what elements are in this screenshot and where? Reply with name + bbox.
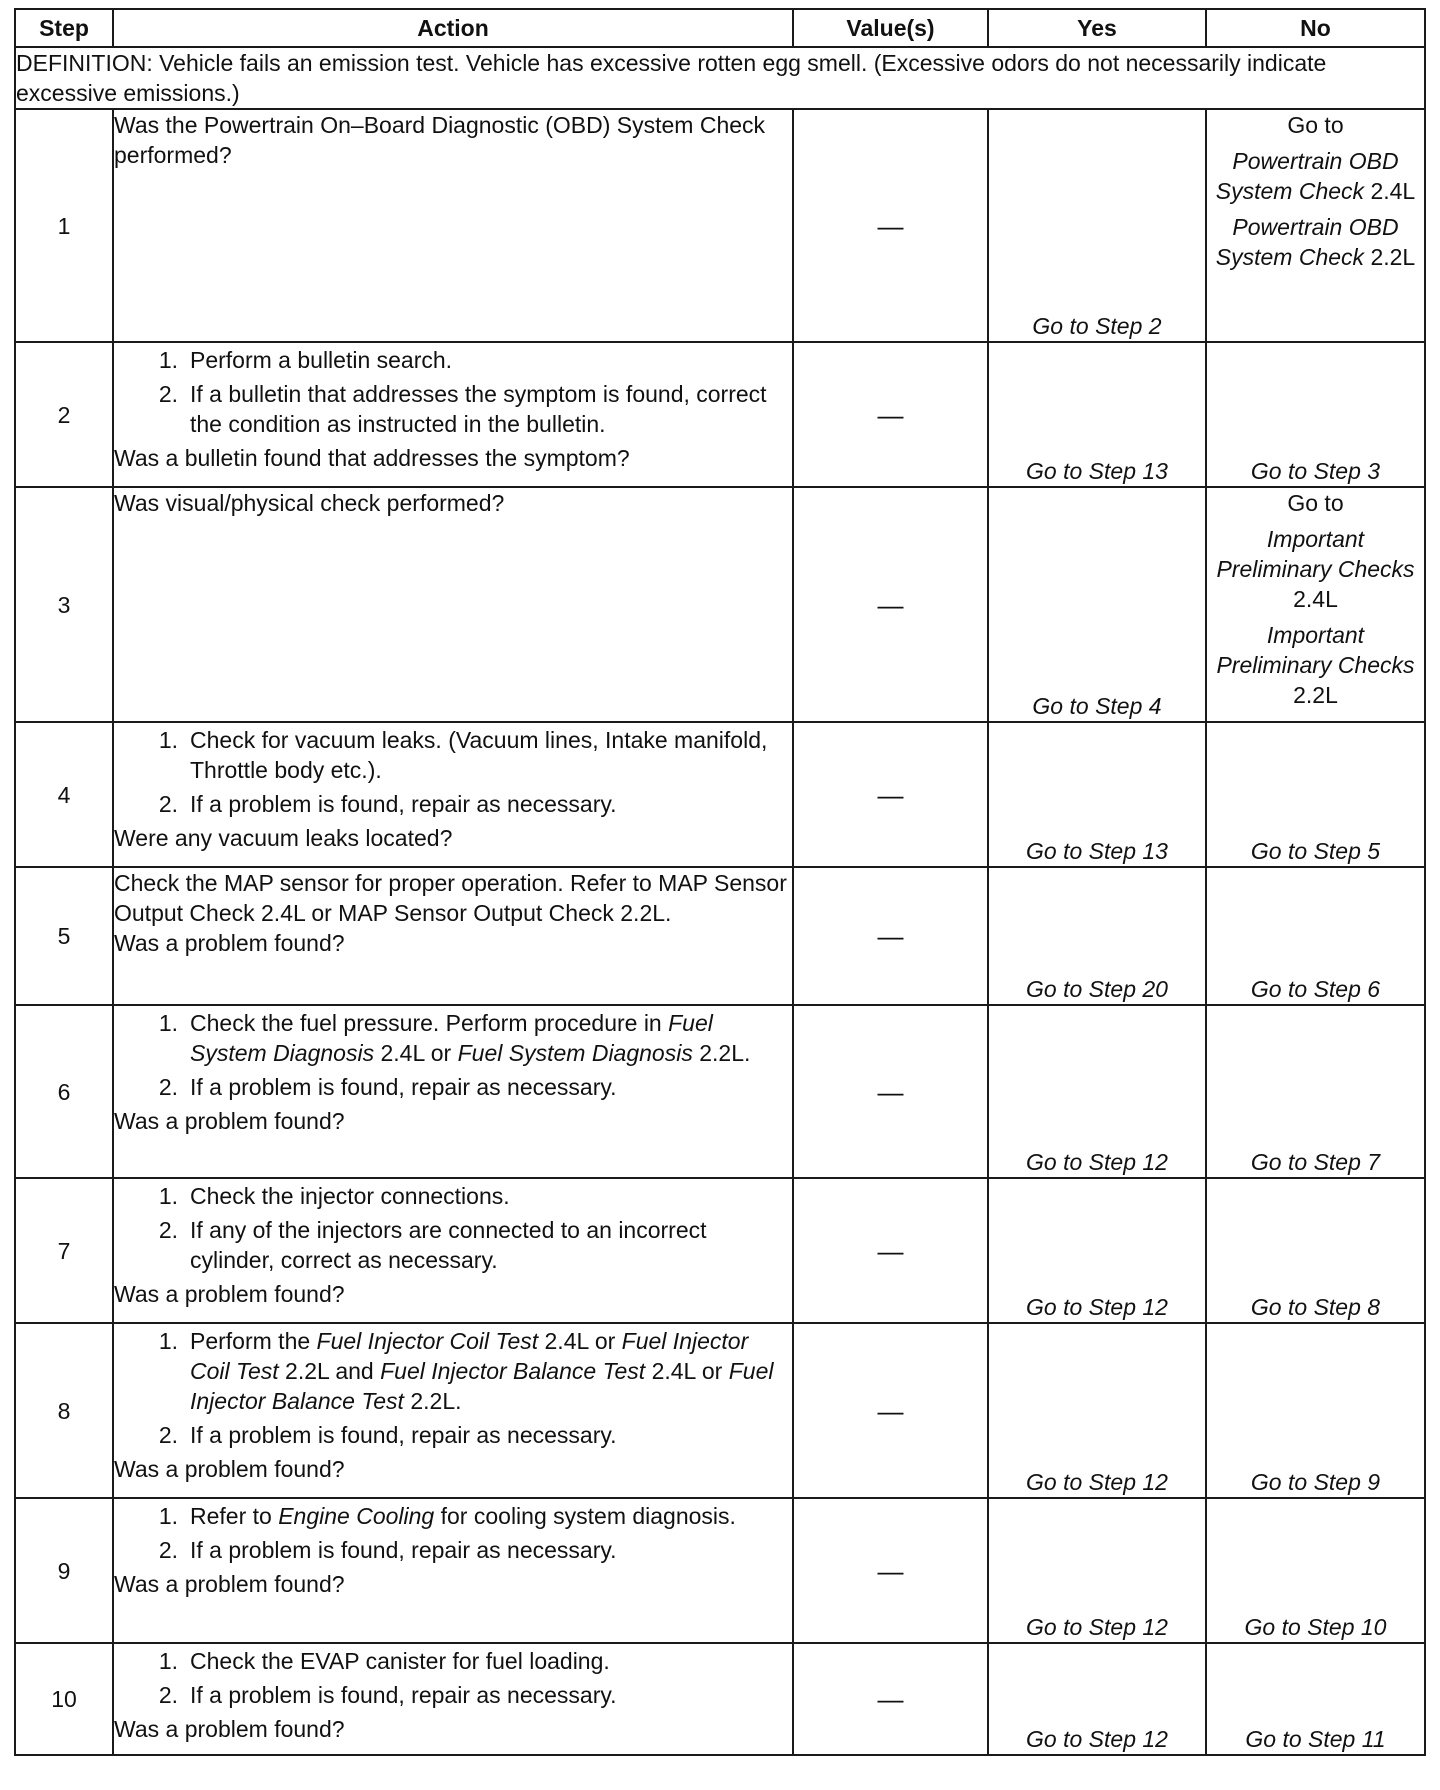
no-link[interactable] xyxy=(1206,1005,1425,1178)
no-link-text: Go to Step 7 xyxy=(1250,1149,1381,1175)
no-link-ref-1[interactable] xyxy=(1207,146,1424,206)
action-steps xyxy=(114,1008,792,1102)
diagnostic-table xyxy=(14,8,1426,1756)
action-text: Check the MAP sensor for proper operation. Refer to MAP Sensor Output Check 2.4L or MAP Sensor Output Check 2.2L. xyxy=(114,870,787,926)
ref-fuel-injector-coil-test[interactable]: Fuel Injector Coil Test xyxy=(316,1328,539,1354)
no-link[interactable] xyxy=(1206,342,1425,487)
action-cell xyxy=(113,1498,793,1643)
action-step-item: 2. If any of the injectors are connected to an incorrect cylinder, correct as necessary. xyxy=(114,1215,792,1275)
action-step-item: 2. If a problem is found, repair as necessary. xyxy=(114,1535,792,1565)
table-row-step-7 xyxy=(15,1178,1425,1323)
action-cell xyxy=(113,342,793,487)
action-step-item: 2. If a problem is found, repair as necessary. xyxy=(114,789,792,819)
action-cell xyxy=(113,1643,793,1755)
yes-link[interactable]: Go to Step 12 xyxy=(988,1498,1206,1643)
action-step-item: 1. Check the EVAP canister for fuel loading. xyxy=(114,1646,792,1676)
no-link-ref-1[interactable] xyxy=(1207,524,1424,614)
yes-link[interactable]: Go to Step 20 xyxy=(988,867,1206,1005)
ref-fuel-injector-balance-test[interactable]: Fuel Injector Balance Test xyxy=(380,1358,646,1384)
action-steps xyxy=(114,345,792,439)
action-cell xyxy=(113,109,793,342)
ref-title: Powertrain OBD System Check xyxy=(1215,148,1399,204)
step-number: 2 xyxy=(15,342,113,487)
value-cell: — xyxy=(793,109,988,342)
header-yes: Yes xyxy=(988,9,1206,47)
value-cell: — xyxy=(793,867,988,1005)
ref-title: Important Preliminary Checks xyxy=(1216,622,1415,678)
value-cell: — xyxy=(793,1498,988,1643)
header-no: No xyxy=(1206,9,1425,47)
action-question: Was a problem found? xyxy=(114,1571,345,1597)
yes-link[interactable]: Go to Step 12 xyxy=(988,1178,1206,1323)
action-step-text: If a problem is found, repair as necessary. xyxy=(190,1422,617,1448)
action-step-item: 2. If a bulletin that addresses the symptom is found, correct the condition as instructed in the bulletin. xyxy=(114,379,792,439)
no-link[interactable] xyxy=(1206,1498,1425,1643)
no-goto-label: Go to xyxy=(1287,112,1344,138)
no-link-text: Go to Step 10 xyxy=(1244,1614,1387,1640)
no-cell xyxy=(1206,109,1425,342)
yes-link[interactable]: Go to Step 2 xyxy=(988,109,1206,342)
no-goto-label: Go to xyxy=(1287,490,1344,516)
action-step-text: If a problem is found, repair as necessary. xyxy=(190,1074,617,1100)
no-link-text: Go to Step 8 xyxy=(1250,1294,1381,1320)
table-row-step-4 xyxy=(15,722,1425,867)
action-step-text: Perform a bulletin search. xyxy=(190,347,453,373)
action-step-item: 2. If a problem is found, repair as necessary. xyxy=(114,1072,792,1102)
action-question: Was visual/physical check performed? xyxy=(114,490,505,516)
action-step-text: Check for vacuum leaks. (Vacuum lines, Intake manifold, Throttle body etc.). xyxy=(190,727,768,783)
action-cell xyxy=(113,1178,793,1323)
step-number: 4 xyxy=(15,722,113,867)
step-number: 6 xyxy=(15,1005,113,1178)
no-link-ref-2[interactable] xyxy=(1207,620,1424,710)
action-steps xyxy=(114,1326,792,1450)
value-cell: — xyxy=(793,342,988,487)
action-steps xyxy=(114,725,792,819)
step-number: 9 xyxy=(15,1498,113,1643)
no-link-text: Go to Step 3 xyxy=(1250,458,1381,484)
yes-link[interactable]: Go to Step 12 xyxy=(988,1005,1206,1178)
ref-fuel-system-diagnosis[interactable]: Fuel System Diagnosis xyxy=(190,1010,713,1066)
action-question: Was the Powertrain On–Board Diagnostic (OBD) System Check performed? xyxy=(114,112,766,168)
yes-link[interactable]: Go to Step 12 xyxy=(988,1643,1206,1755)
no-link-text: Go to Step 11 xyxy=(1245,1726,1386,1752)
step-number: 10 xyxy=(15,1643,113,1755)
value-cell: — xyxy=(793,1178,988,1323)
action-step-item: 2. If a problem is found, repair as necessary. xyxy=(114,1680,792,1710)
action-cell xyxy=(113,1323,793,1498)
no-link[interactable] xyxy=(1206,722,1425,867)
no-cell xyxy=(1206,487,1425,722)
step-number: 7 xyxy=(15,1178,113,1323)
action-question: Were any vacuum leaks located? xyxy=(114,825,453,851)
ref-engine-cooling[interactable]: Engine Cooling xyxy=(278,1503,435,1529)
no-link-text: Go to Step 9 xyxy=(1250,1469,1381,1495)
action-step-item: 1. Check for vacuum leaks. (Vacuum lines, Intake manifold, Throttle body etc.). xyxy=(114,725,792,785)
action-cell xyxy=(113,867,793,1005)
value-cell: — xyxy=(793,1323,988,1498)
table-row-step-1 xyxy=(15,109,1425,342)
table-row-step-5 xyxy=(15,867,1425,1005)
action-step-text: Perform the Fuel Injector Coil Test 2.4L or Fuel Injector Coil Test 2.2L and Fuel Injector Balance Test 2.4L or Fuel Injector Balance Test 2.2L. xyxy=(190,1328,774,1414)
definition-row xyxy=(15,47,1425,109)
action-step-text: Check the fuel pressure. Perform procedure in Fuel System Diagnosis 2.4L or Fuel System Diagnosis 2.2L. xyxy=(190,1010,751,1066)
step-number: 8 xyxy=(15,1323,113,1498)
yes-link[interactable]: Go to Step 13 xyxy=(988,722,1206,867)
value-cell: — xyxy=(793,1643,988,1755)
table-row-step-3 xyxy=(15,487,1425,722)
ref-title: Powertrain OBD System Check xyxy=(1215,214,1399,270)
no-link-text: Go to Step 6 xyxy=(1250,976,1381,1002)
action-steps xyxy=(114,1646,792,1710)
action-question: Was a bulletin found that addresses the symptom? xyxy=(114,445,630,471)
header-step: Step xyxy=(15,9,113,47)
action-step-item: 1. Check the fuel pressure. Perform procedure in Fuel System Diagnosis 2.4L or Fuel System Diagnosis 2.2L. xyxy=(114,1008,792,1068)
action-step-item: 1. Refer to Engine Cooling for cooling system diagnosis. xyxy=(114,1501,792,1531)
action-step-text: If a problem is found, repair as necessary. xyxy=(190,791,617,817)
action-steps xyxy=(114,1501,792,1565)
no-link[interactable] xyxy=(1206,867,1425,1005)
no-link[interactable] xyxy=(1206,1178,1425,1323)
action-cell xyxy=(113,722,793,867)
value-cell: — xyxy=(793,487,988,722)
action-question: Was a problem found? xyxy=(114,1108,345,1134)
action-steps xyxy=(114,1181,792,1275)
action-step-text: If any of the injectors are connected to an incorrect cylinder, correct as necessary. xyxy=(190,1217,707,1273)
step-number: 5 xyxy=(15,867,113,1005)
action-step-text: If a problem is found, repair as necessary. xyxy=(190,1682,617,1708)
no-link-text: Go to Step 5 xyxy=(1250,838,1381,864)
ref-fuel-injector-coil-test[interactable]: Fuel Injector Coil Test xyxy=(190,1328,749,1384)
action-step-text: Check the EVAP canister for fuel loading. xyxy=(190,1648,610,1674)
yes-link[interactable]: Go to Step 13 xyxy=(988,342,1206,487)
action-step-text: If a problem is found, repair as necessary. xyxy=(190,1537,617,1563)
header-row xyxy=(15,9,1425,47)
table-row-step-8 xyxy=(15,1323,1425,1498)
table-row-step-10 xyxy=(15,1643,1425,1755)
action-cell xyxy=(113,1005,793,1178)
no-link[interactable] xyxy=(1206,1643,1425,1755)
action-step-item: 2. If a problem is found, repair as necessary. xyxy=(114,1420,792,1450)
action-question: Was a problem found? xyxy=(114,1281,345,1307)
value-cell: — xyxy=(793,722,988,867)
ref-suffix: 2.4L xyxy=(1370,178,1416,204)
yes-link[interactable]: Go to Step 12 xyxy=(988,1323,1206,1498)
action-step-item: 1. Perform a bulletin search. xyxy=(114,345,792,375)
ref-fuel-injector-balance-test[interactable]: Fuel Injector Balance Test xyxy=(190,1358,774,1414)
value-cell: — xyxy=(793,1005,988,1178)
action-cell xyxy=(113,487,793,722)
no-link-ref-2[interactable] xyxy=(1207,212,1424,272)
action-step-text: Check the injector connections. xyxy=(190,1183,510,1209)
action-step-text: If a bulletin that addresses the symptom is found, correct the condition as instructed in the bulletin. xyxy=(190,381,767,437)
step-number: 3 xyxy=(15,487,113,722)
step-number: 1 xyxy=(15,109,113,342)
table-row-step-2 xyxy=(15,342,1425,487)
ref-title: Important Preliminary Checks xyxy=(1216,526,1415,582)
action-question: Was a problem found? xyxy=(114,1716,345,1742)
no-link[interactable] xyxy=(1206,1323,1425,1498)
table-row-step-9 xyxy=(15,1498,1425,1643)
action-step-item: 1. Check the injector connections. xyxy=(114,1181,792,1211)
ref-suffix: 2.4L xyxy=(1293,586,1338,612)
ref-fuel-system-diagnosis[interactable]: Fuel System Diagnosis xyxy=(457,1040,693,1066)
definition-text: DEFINITION: Vehicle fails an emission test. Vehicle has excessive rotten egg smell. (Excessive odors do not necessarily indicate excessive emissions.) xyxy=(15,47,1425,109)
table-row-step-6 xyxy=(15,1005,1425,1178)
action-question: Was a problem found? xyxy=(114,1456,345,1482)
yes-link[interactable]: Go to Step 4 xyxy=(988,487,1206,722)
ref-suffix: 2.2L xyxy=(1370,244,1416,270)
ref-suffix: 2.2L xyxy=(1293,682,1338,708)
header-values: Value(s) xyxy=(793,9,988,47)
action-step-item: 1. Perform the Fuel Injector Coil Test 2.4L or Fuel Injector Coil Test 2.2L and Fuel Injector Balance Test 2.4L or Fuel Injector Balance Test 2.2L. xyxy=(114,1326,792,1416)
action-question: Was a problem found? xyxy=(114,930,345,956)
header-action: Action xyxy=(113,9,793,47)
action-step-text: Refer to Engine Cooling for cooling system diagnosis. xyxy=(190,1503,736,1529)
